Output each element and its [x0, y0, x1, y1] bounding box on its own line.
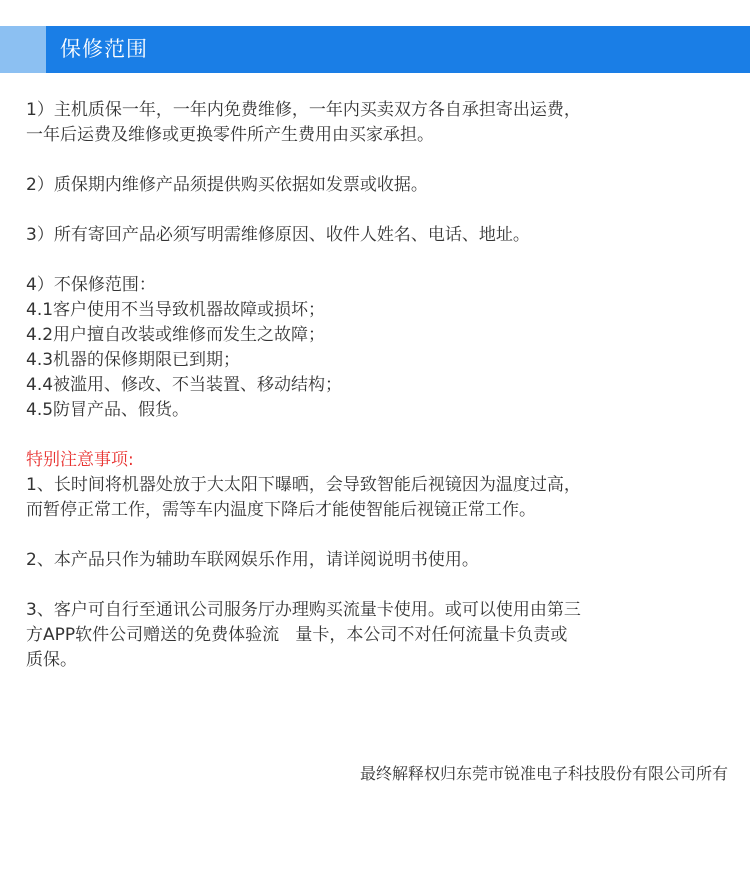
exclusion-item-4-1: 4.1客户使用不当导致机器故障或损坏；: [26, 300, 326, 320]
warranty-clause-1-line-2: 一年后运费及维修或更换零件所产生费用由买家承担。: [26, 125, 434, 145]
notice-item-2: 2、本产品只作为辅助车联网娱乐作用，请详阅说明书使用。: [26, 550, 479, 570]
page-title: 保修范围: [60, 37, 148, 61]
exclusion-item-4-4: 4.4被滥用、修改、不当装置、移动结构；: [26, 375, 343, 395]
section-header: [0, 26, 750, 73]
exclusion-item-4-5: 4.5防冒产品、假货。: [26, 400, 190, 420]
header-accent-block: [0, 26, 46, 73]
warranty-clause-3: 3）所有寄回产品必须写明需维修原因、收件人姓名、电话、地址。: [26, 225, 530, 245]
notice-item-1-line-2: 而暂停正常工作，需等车内温度下降后才能使智能后视镜正常工作。: [26, 500, 536, 520]
footer-disclaimer: 最终解释权归东莞市锐准电子科技股份有限公司所有: [359, 764, 728, 783]
notice-item-3-line-2: 方APP软件公司赠送的免费体验流 量卡，本公司不对任何流量卡负责或: [26, 625, 568, 645]
warranty-content: [26, 98, 726, 673]
exclusion-item-4-3: 4.3机器的保修期限已到期；: [26, 350, 241, 370]
notice-item-1-line-1: 1、长时间将机器处放于大太阳下曝晒，会导致智能后视镜因为温度过高，: [26, 475, 581, 495]
notice-item-3-line-3: 质保。: [26, 650, 77, 670]
notice-item-3-line-1: 3、客户可自行至通讯公司服务厅办理购买流量卡使用。或可以使用由第三: [26, 600, 581, 620]
notice-title: 特别注意事项:: [26, 450, 134, 470]
warranty-clause-2: 2）质保期内维修产品须提供购买依据如发票或收据。: [26, 175, 428, 195]
exclusions-title: 4）不保修范围：: [26, 275, 156, 295]
exclusion-item-4-2: 4.2用户擅自改装或维修而发生之故障；: [26, 325, 326, 345]
warranty-clause-1-line-1: 1）主机质保一年，一年内免费维修，一年内买卖双方各自承担寄出运费，: [26, 100, 581, 120]
